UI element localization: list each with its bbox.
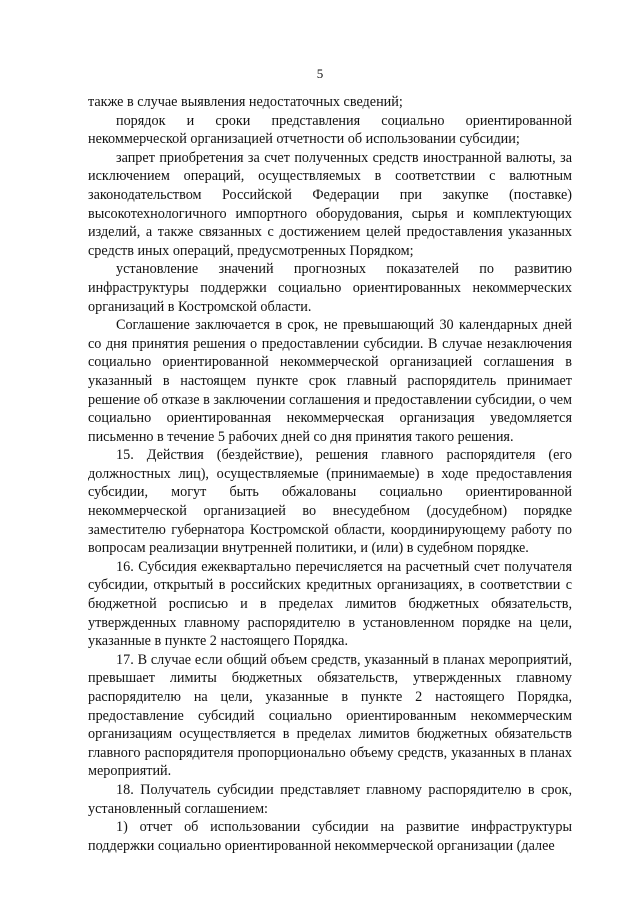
paragraph-item-16: 16. Субсидия ежеквартально перечисляется на расчетный счет получателя субсидии, открытый в российских кредитных организациях, в соответствии с бюджетной росписью и в пределах лимитов бюджетных обязательств, утвержденных главному распорядителю в установленном порядке на цели, указанные в пункте 2 настоящего Порядка. bbox=[88, 558, 572, 650]
page-number: 5 bbox=[316, 66, 324, 81]
paragraph-item-15: 15. Действия (бездействие), решения главного распорядителя (его должностных лиц), осуществляемые (принимаемые) в ходе предоставления субсидии, могут быть обжалованы социально ориентированной некоммерческой организацией во внесудебном (досудебном) порядке заместителю губернатора Костромской области, координирующему работу по вопросам реализации внутренней политики, и (или) в судебном порядке. bbox=[88, 447, 572, 557]
paragraph-continuation: также в случае выявления недостаточных сведений; bbox=[88, 94, 403, 110]
paragraph-currency-ban: запрет приобретения за счет полученных средств иностранной валюты, за исключением операций, осуществляемых в соответствии с валютным законодательством Российской Федерации при закупке (поставке) высокотехнологичного импортного оборудования, сырья и комплектующих изделий, а также связанных с достижением целей предоставления указанных средств иных операций, предусмотренных Порядком; bbox=[88, 149, 572, 259]
paragraph-agreement-terms: Соглашение заключается в срок, не превышающий 30 календарных дней со дня принятия решения о предоставлении субсидии. В случае незаключения социально ориентированной некоммерческой организацией соглашения в указанный в настоящем пункте срок главный распорядитель принимает решение об отказе в заключении соглашения и предоставлении субсидии, о чем социально ориентированная некоммерческая организация уведомляется письменно в течение 5 рабочих дней со дня принятия такого решения. bbox=[88, 317, 572, 445]
document-body bbox=[88, 93, 572, 855]
paragraph-item-18: 18. Получатель субсидии представляет главному распорядителю в срок, установленный соглашением: bbox=[88, 781, 572, 817]
paragraph-forecast-indicators: установление значений прогнозных показателей по развитию инфраструктуры поддержки социально ориентированных некоммерческих организаций в Костромской области. bbox=[88, 261, 572, 315]
paragraph-item-17: 17. В случае если общий объем средств, указанный в планах мероприятий, превышает лимиты бюджетных обязательств, утвержденных главному распорядителю на цели, указанные в пункте 2 настоящего Порядка, предоставление субсидий социально ориентированным некоммерческим организациям осуществляется в пределах лимитов бюджетных обязательств главного распорядителя пропорционально объему средств, указанных в планах мероприятий. bbox=[88, 651, 572, 780]
paragraph-item-18-1: 1) отчет об использовании субсидии на развитие инфраструктуры поддержки социально ориентированной некоммерческой организации (далее bbox=[88, 819, 572, 854]
paragraph-reporting-procedure: порядок и сроки представления социально ориентированной некоммерческой организацией отчетности об использовании субсидии; bbox=[88, 112, 572, 148]
